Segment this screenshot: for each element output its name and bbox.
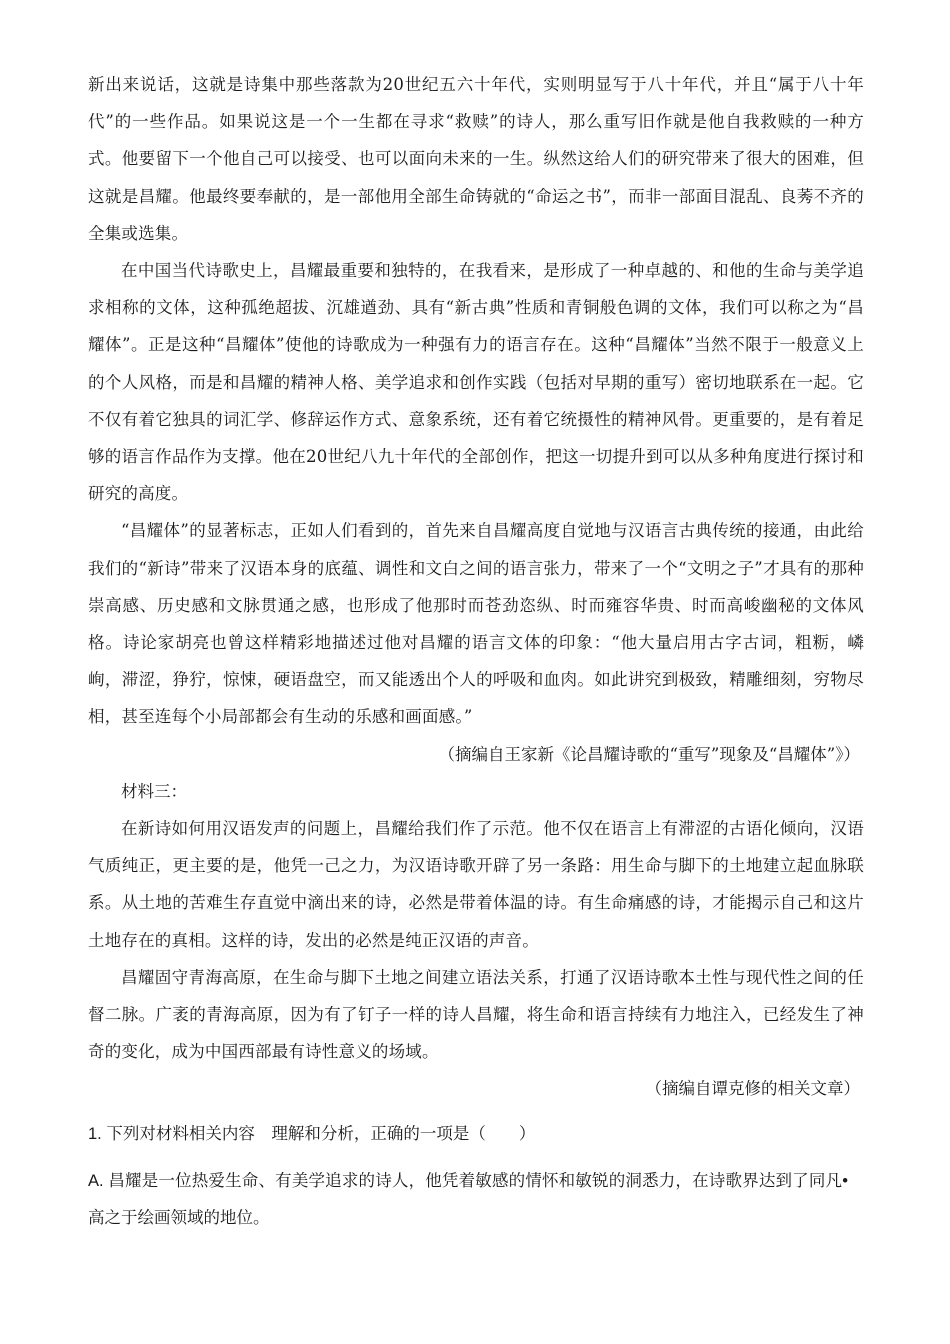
paragraph-style-markers: “昌耀体”的显著标志，正如人们看到的，首先来自昌耀高度自觉地与汉语言古典传统的接通，由此给我们的“新诗”带来了汉语本身的底蕴、调性和文白之间的语言张力，带来了一个“文明之子”才具有的那种崇高感、历史感和文脉贯通之感，也形成了他那时而苍劲恣纵、时而雍容华贵、时而高峻幽秘的文体风格。诗论家胡亮也曾这样精彩地描述过他对昌耀的语言文体的印象：“他大量启用古字古词，粗粝，嶙峋，滞涩，狰狞，惊悚，硬语盘空，而又能透出个人的呼吸和血肉。如此讲究到极致，精雕细刻，穷物尽相，甚至连每个小局部都会有生动的乐感和画面感。” (88, 521, 864, 727)
material-three-label: 材料三： (121, 781, 187, 801)
paragraph-chinese-voice: 在新诗如何用汉语发声的问题上，昌耀给我们作了示范。他不仅在语言上有滞涩的古语化倾向，汉语气质纯正，更主要的是，他凭一己之力，为汉语诗歌开辟了另一条路：用生命与脚下的土地建立起血脉联系。从土地的苦难生存直觉中滴出来的诗，必然是带着体温的诗。有生命痛感的诗，才能揭示自己和这片土地存在的真相。这样的诗，发出的必然是纯正汉语的声音。 (88, 819, 864, 950)
paragraph-qinghai-plateau: 昌耀固守青海高原，在生命与脚下土地之间建立语法关系，打通了汉语诗歌本土性与现代性之间的任督二脉。广袤的青海高原，因为有了钉子一样的诗人昌耀，将生命和语言持续有力地注入，已经发生了神奇的变化，成为中国西部最有诗性意义的场域。 (88, 967, 864, 1062)
document-page (88, 66, 864, 1237)
source-citation-wang: （摘编自王家新《论昌耀诗歌的“重写”现象及“昌耀体”》） (438, 744, 860, 764)
source-citation-tan: （摘编自谭克修的相关文章） (645, 1079, 860, 1099)
question-stem: 1. 下列对材料相关内容 理解和分析，正确的一项是（ ） (88, 1124, 536, 1143)
question-option-a: A. 昌耀是一位热爱生命、有美学追求的诗人，他凭着敏感的情怀和敏锐的洞悉力，在诗歌界达到了同凡•高之于绘画领域的地位。 (88, 1171, 848, 1227)
paragraph-changyao-style: 在中国当代诗歌史上，昌耀最重要和独特的，在我看来，是形成了一种卓越的、和他的生命与美学追求相称的文体，这种孤绝超拔、沉雄遒劲、具有“新古典”性质和青铜般色调的文体，我们可以称之为“昌耀体”。正是这种“昌耀体”使他的诗歌成为一种强有力的语言存在。这种“昌耀体”当然不限于一般意义上的个人风格，而是和昌耀的精神人格、美学追求和创作实践（包括对早期的重写）密切地联系在一起。它不仅有着它独具的词汇学、修辞运作方式、意象系统，还有着它统摄性的精神风骨。更重要的，是有着足够的语言作品作为支撑。他在20世纪八九十年代的全部创作，把这一切提升到可以从多种角度进行探讨和研究的高度。 (88, 261, 864, 504)
paragraph-continuation: 新出来说话，这就是诗集中那些落款为20世纪五六十年代，实则明显写于八十年代，并且“属于八十年代”的一些作品。如果说这是一个一生都在寻求“救赎”的诗人，那么重写旧作就是他自我救赎的一种方式。他要留下一个他自己可以接受、也可以面向未来的一生。纵然这给人们的研究带来了很大的困难，但这就是昌耀。他最终要奉献的，是一部他用全部生命铸就的“命运之书”，而非一部面目混乱、良莠不齐的全集或选集。 (88, 75, 864, 243)
